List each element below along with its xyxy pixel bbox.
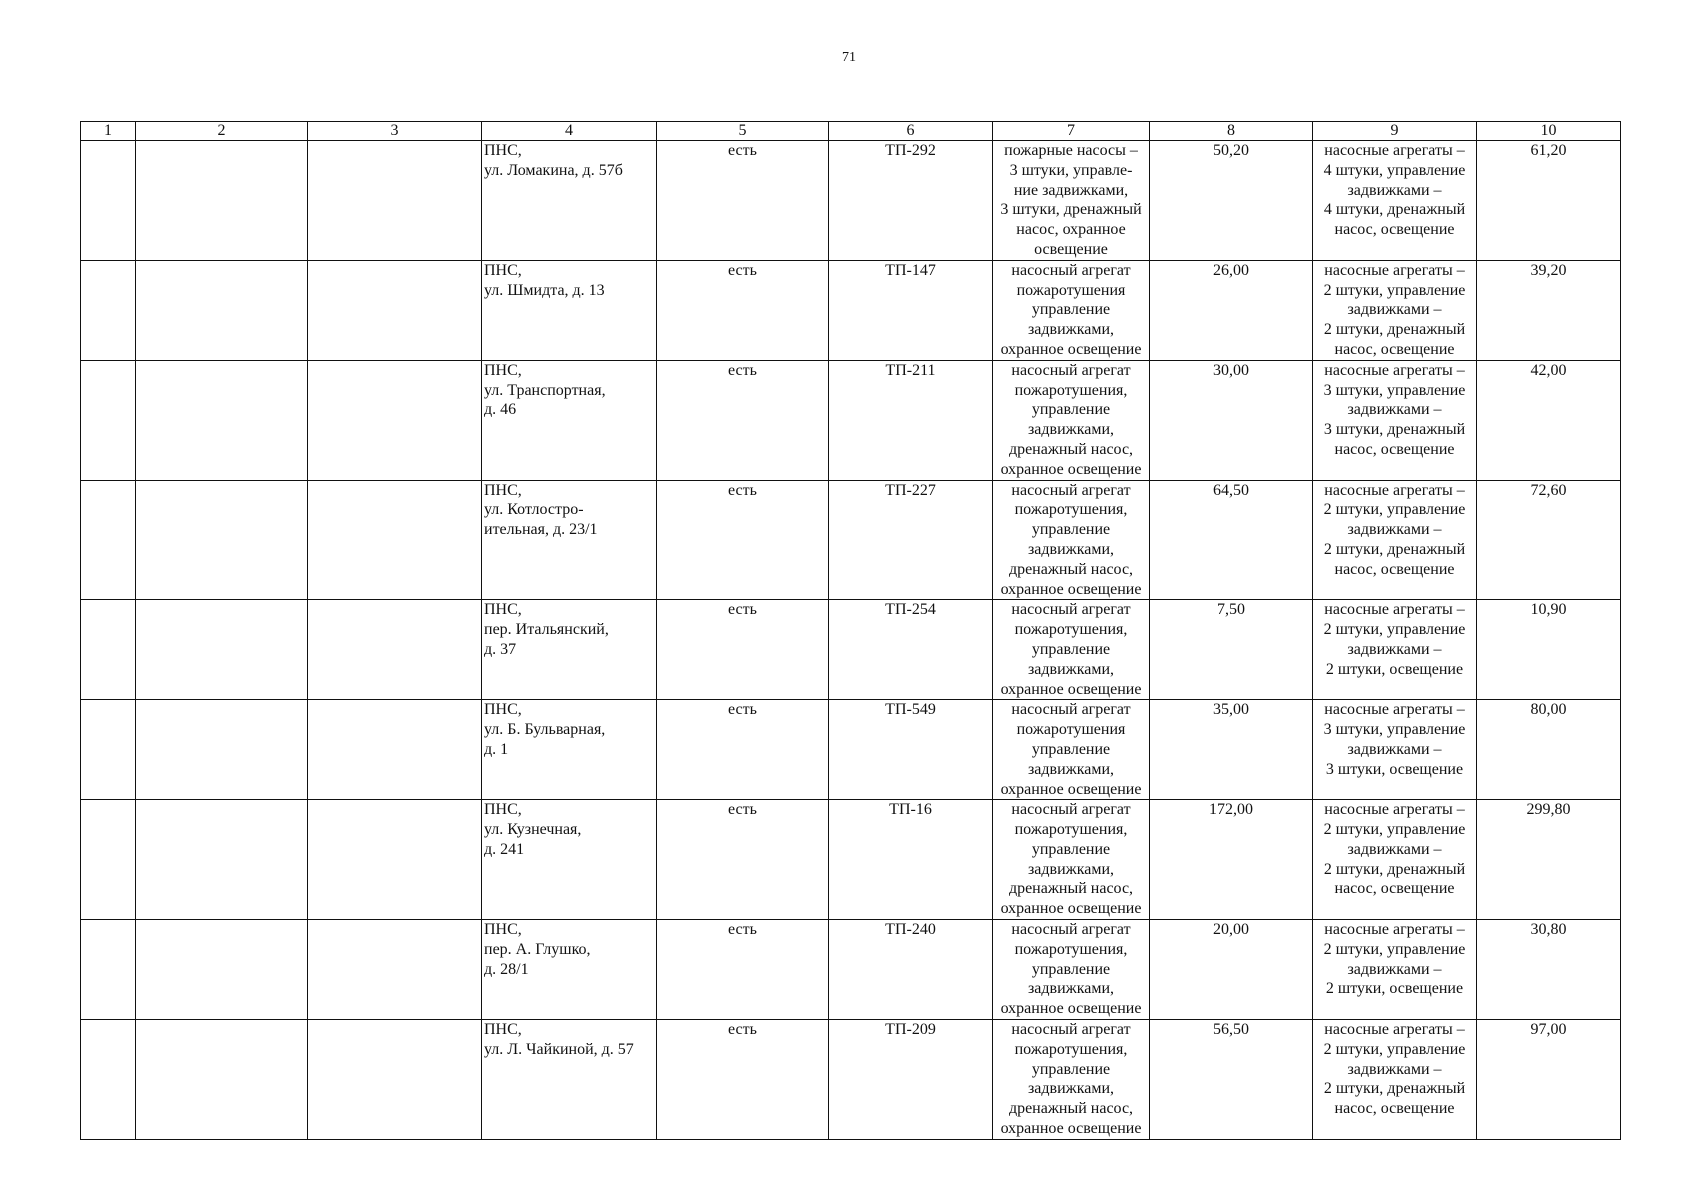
empty-cell <box>81 700 136 800</box>
empty-cell <box>308 480 482 600</box>
column-header: 6 <box>829 122 993 141</box>
equipment-cell: насосный агрегат пожаротушения, управление задвижками, охранное освещение <box>993 600 1150 700</box>
equipment2-cell: насосные агрегаты – 2 штуки, управление задвижками – 2 штуки, дренажный насос, освещение <box>1313 1020 1477 1140</box>
empty-cell <box>81 600 136 700</box>
tp-cell: ТП-227 <box>829 480 993 600</box>
empty-cell <box>308 141 482 261</box>
load2-cell: 299,80 <box>1477 800 1621 920</box>
empty-cell <box>308 1020 482 1140</box>
load2-cell: 61,20 <box>1477 141 1621 261</box>
empty-cell <box>308 800 482 920</box>
empty-cell <box>81 141 136 261</box>
load2-cell: 80,00 <box>1477 700 1621 800</box>
presence-cell: есть <box>657 600 829 700</box>
load-cell: 26,00 <box>1150 260 1313 360</box>
load-cell: 50,20 <box>1150 141 1313 261</box>
table-row <box>81 800 1621 920</box>
empty-cell <box>308 360 482 480</box>
load2-cell: 30,80 <box>1477 920 1621 1020</box>
equipment2-cell: насосные агрегаты – 2 штуки, управление задвижками – 2 штуки, освещение <box>1313 920 1477 1020</box>
empty-cell <box>136 360 308 480</box>
presence-cell: есть <box>657 1020 829 1140</box>
column-header: 10 <box>1477 122 1621 141</box>
empty-cell <box>308 260 482 360</box>
presence-cell: есть <box>657 920 829 1020</box>
empty-cell <box>136 800 308 920</box>
tp-cell: ТП-549 <box>829 700 993 800</box>
empty-cell <box>308 700 482 800</box>
equipment-cell: насосный агрегат пожаротушения, управление задвижками, дренажный насос, охранное освещение <box>993 360 1150 480</box>
table-row <box>81 360 1621 480</box>
tp-cell: ТП-211 <box>829 360 993 480</box>
equipment-cell: насосный агрегат пожаротушения управление задвижками, охранное освещение <box>993 700 1150 800</box>
page-number: 71 <box>842 50 856 65</box>
equipment-cell: насосный агрегат пожаротушения, управление задвижками, охранное освещение <box>993 920 1150 1020</box>
column-header: 9 <box>1313 122 1477 141</box>
presence-cell: есть <box>657 141 829 261</box>
table-row <box>81 260 1621 360</box>
empty-cell <box>308 600 482 700</box>
column-header: 8 <box>1150 122 1313 141</box>
table-row <box>81 700 1621 800</box>
table-row <box>81 480 1621 600</box>
load-cell: 35,00 <box>1150 700 1313 800</box>
load2-cell: 42,00 <box>1477 360 1621 480</box>
presence-cell: есть <box>657 260 829 360</box>
tp-cell: ТП-254 <box>829 600 993 700</box>
equipment-cell: пожарные насосы – 3 штуки, управле- ние задвижками, 3 штуки, дренажный насос, охранное освещение <box>993 141 1150 261</box>
load2-cell: 39,20 <box>1477 260 1621 360</box>
tp-cell: ТП-147 <box>829 260 993 360</box>
empty-cell <box>136 920 308 1020</box>
object-cell: ПНС, ул. Транспортная, д. 46 <box>482 360 657 480</box>
equipment2-cell: насосные агрегаты – 3 штуки, управление задвижками – 3 штуки, освещение <box>1313 700 1477 800</box>
tp-cell: ТП-16 <box>829 800 993 920</box>
empty-cell <box>81 1020 136 1140</box>
table-row <box>81 920 1621 1020</box>
empty-cell <box>81 480 136 600</box>
column-header: 5 <box>657 122 829 141</box>
column-header: 3 <box>308 122 482 141</box>
presence-cell: есть <box>657 700 829 800</box>
object-cell: ПНС, ул. Л. Чайкиной, д. 57 <box>482 1020 657 1140</box>
equipment2-cell: насосные агрегаты – 2 штуки, управление задвижками – 2 штуки, дренажный насос, освещение <box>1313 480 1477 600</box>
empty-cell <box>136 260 308 360</box>
equipment-cell: насосный агрегат пожаротушения, управление задвижками, дренажный насос, охранное освещение <box>993 800 1150 920</box>
equipment-cell: насосный агрегат пожаротушения управление задвижками, охранное освещение <box>993 260 1150 360</box>
load-cell: 64,50 <box>1150 480 1313 600</box>
load-cell: 20,00 <box>1150 920 1313 1020</box>
object-cell: ПНС, ул. Кузнечная, д. 241 <box>482 800 657 920</box>
presence-cell: есть <box>657 360 829 480</box>
object-cell: ПНС, ул. Шмидта, д. 13 <box>482 260 657 360</box>
column-header: 2 <box>136 122 308 141</box>
load-cell: 30,00 <box>1150 360 1313 480</box>
load2-cell: 10,90 <box>1477 600 1621 700</box>
empty-cell <box>81 800 136 920</box>
empty-cell <box>308 920 482 1020</box>
equipment2-cell: насосные агрегаты – 2 штуки, управление задвижками – 2 штуки, дренажный насос, освещение <box>1313 260 1477 360</box>
object-cell: ПНС, ул. Б. Бульварная, д. 1 <box>482 700 657 800</box>
object-cell: ПНС, ул. Ломакина, д. 57б <box>482 141 657 261</box>
empty-cell <box>136 600 308 700</box>
header-row <box>81 122 1621 141</box>
object-cell: ПНС, пер. А. Глушко, д. 28/1 <box>482 920 657 1020</box>
presence-cell: есть <box>657 480 829 600</box>
load-cell: 172,00 <box>1150 800 1313 920</box>
empty-cell <box>136 700 308 800</box>
column-header: 1 <box>81 122 136 141</box>
load-cell: 7,50 <box>1150 600 1313 700</box>
empty-cell <box>81 260 136 360</box>
equipment2-cell: насосные агрегаты – 4 штуки, управление задвижками – 4 штуки, дренажный насос, освещение <box>1313 141 1477 261</box>
object-cell: ПНС, ул. Котлостро- ительная, д. 23/1 <box>482 480 657 600</box>
equipment-cell: насосный агрегат пожаротушения, управление задвижками, дренажный насос, охранное освещение <box>993 480 1150 600</box>
data-table <box>80 121 1621 1140</box>
equipment-cell: насосный агрегат пожаротушения, управление задвижками, дренажный насос, охранное освещение <box>993 1020 1150 1140</box>
tp-cell: ТП-209 <box>829 1020 993 1140</box>
tp-cell: ТП-240 <box>829 920 993 1020</box>
presence-cell: есть <box>657 800 829 920</box>
empty-cell <box>81 920 136 1020</box>
load-cell: 56,50 <box>1150 1020 1313 1140</box>
column-header: 7 <box>993 122 1150 141</box>
table-row <box>81 141 1621 261</box>
column-header: 4 <box>482 122 657 141</box>
object-cell: ПНС, пер. Итальянский, д. 37 <box>482 600 657 700</box>
equipment2-cell: насосные агрегаты – 2 штуки, управление задвижками – 2 штуки, дренажный насос, освещение <box>1313 800 1477 920</box>
load2-cell: 72,60 <box>1477 480 1621 600</box>
empty-cell <box>136 141 308 261</box>
empty-cell <box>136 1020 308 1140</box>
equipment2-cell: насосные агрегаты – 3 штуки, управление задвижками – 3 штуки, дренажный насос, освещение <box>1313 360 1477 480</box>
table-row <box>81 600 1621 700</box>
table-row <box>81 1020 1621 1140</box>
tp-cell: ТП-292 <box>829 141 993 261</box>
empty-cell <box>136 480 308 600</box>
equipment2-cell: насосные агрегаты – 2 штуки, управление задвижками – 2 штуки, освещение <box>1313 600 1477 700</box>
empty-cell <box>81 360 136 480</box>
load2-cell: 97,00 <box>1477 1020 1621 1140</box>
